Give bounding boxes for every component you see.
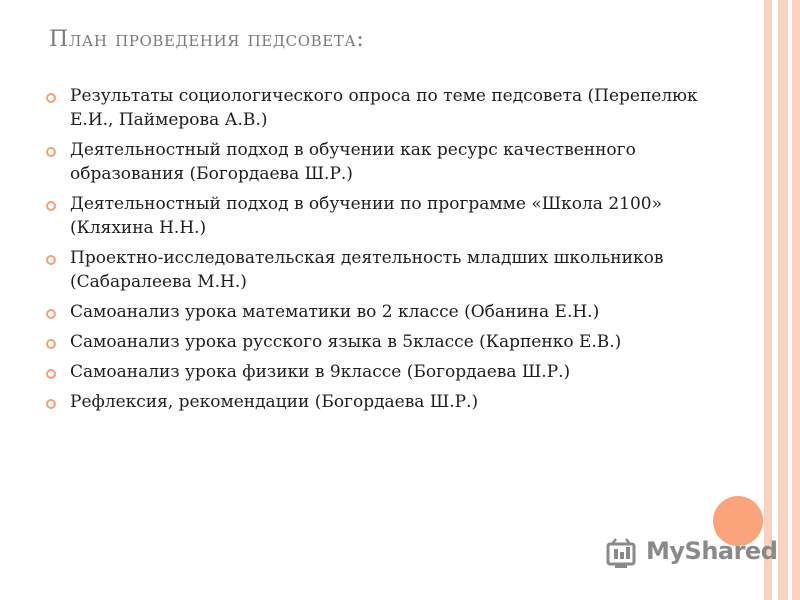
myshared-watermark[interactable] (606, 536, 778, 572)
bullet-text: Самоанализ урока физики в 9классе (Богордаева Ш.Р.) (70, 362, 571, 382)
bullet-circle-icon (46, 147, 56, 157)
bullet-item (44, 138, 704, 186)
bullet-text: Деятельностный подход в обучении как ресурс качественного образования (Богордаева Ш.Р.) (70, 140, 636, 184)
decorative-stripe (764, 0, 772, 600)
bullet-circle-icon (46, 309, 56, 319)
bullet-text: Деятельностный подход в обучении по программе «Школа 2100» (Кляхина Н.Н.) (70, 194, 662, 238)
bullet-text: Результаты социологического опроса по теме педсовета (Перепелюк Е.И., Паймерова А.В.) (70, 86, 698, 130)
bullet-item (44, 246, 704, 294)
bullet-item (44, 300, 704, 324)
bullet-circle-icon (46, 255, 56, 265)
bullet-item (44, 330, 704, 354)
decorative-stripe (778, 0, 788, 600)
myshared-logo-icon (606, 538, 640, 570)
watermark-text: MyShared (646, 537, 778, 565)
bullet-list (44, 84, 704, 420)
decorative-stripe (792, 0, 800, 600)
bullet-text: Проектно-исследовательская деятельность младших школьников (Сабаралеева М.Н.) (70, 248, 664, 292)
bullet-circle-icon (46, 399, 56, 409)
bullet-circle-icon (46, 339, 56, 349)
bullet-item (44, 84, 704, 132)
bullet-circle-icon (46, 93, 56, 103)
bullet-item (44, 360, 704, 384)
bullet-circle-icon (46, 369, 56, 379)
bullet-text: Самоанализ урока математики во 2 классе (Обанина Е.Н.) (70, 302, 600, 322)
slide-title: План проведения педсовета: (49, 27, 365, 52)
bullet-text: Рефлексия, рекомендации (Богордаева Ш.Р.) (70, 392, 479, 412)
bullet-item (44, 192, 704, 240)
bullet-text: Самоанализ урока русского языка в 5классе (Карпенко Е.В.) (70, 332, 622, 352)
bullet-circle-icon (46, 201, 56, 211)
bullet-item (44, 390, 704, 414)
